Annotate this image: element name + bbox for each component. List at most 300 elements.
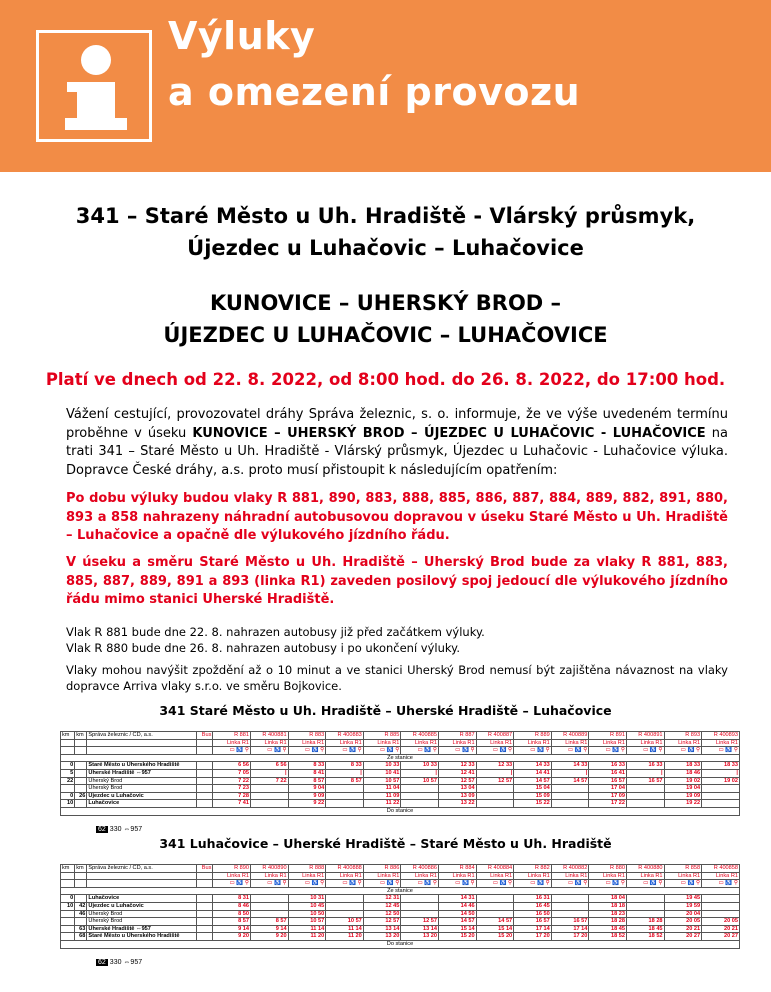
timetable1-title: 341 Staré Město u Uh. Hradiště – Uherské Hradiště – Luhačovice <box>159 703 612 718</box>
line-label: Linka R1 <box>664 872 702 880</box>
km-value <box>75 762 87 770</box>
departure-time: 19 02 <box>702 777 740 785</box>
departure-time: 15 20 <box>438 933 476 941</box>
departure-time: 14 57 <box>551 777 589 785</box>
km-value <box>75 769 87 777</box>
departure-time: 10 57 <box>326 918 364 926</box>
train-number: R 400890 <box>251 865 289 873</box>
departure-time: 16 41 <box>589 769 627 777</box>
timetable-2 <box>60 864 740 949</box>
train-number: R 400884 <box>476 865 514 873</box>
departure-time: 10 41 <box>363 769 401 777</box>
banner-title: Výluky <box>168 14 316 58</box>
departure-time: 18 33 <box>664 762 702 770</box>
departure-time: | <box>551 769 589 777</box>
km-header: km <box>61 865 75 873</box>
departure-time: 18 28 <box>589 918 627 926</box>
line-label: Linka R1 <box>213 872 251 880</box>
departure-time: 16 33 <box>589 762 627 770</box>
departure-time <box>626 895 664 903</box>
service-icons: ▭ ♿ ⚲ <box>476 747 514 755</box>
blank-cell <box>197 762 213 770</box>
line-label: Linka R1 <box>438 739 476 747</box>
icon-row <box>61 747 740 755</box>
departure-time: 15 22 <box>514 800 552 808</box>
line-label: Linka R1 <box>401 872 439 880</box>
station-name: Staré Město u Uherského Hradiště <box>87 762 197 770</box>
departure-time: 8 57 <box>326 777 364 785</box>
table-row <box>61 910 740 918</box>
blank-cell <box>197 792 213 800</box>
departure-time <box>401 902 439 910</box>
train-number: R 400885 <box>401 732 439 740</box>
train-number: R 882 <box>514 865 552 873</box>
departure-time: 18 45 <box>626 925 664 933</box>
km-header: km <box>75 865 87 873</box>
departure-time: 18 52 <box>626 933 664 941</box>
train-number: R 400880 <box>626 865 664 873</box>
km-value: 0 <box>61 895 75 903</box>
service-icons: ▭ ♿ ⚲ <box>589 747 627 755</box>
delay-note: Vlaky mohou navýšit zpoždění až o 10 minut a ve stanici Uherský Brod nemusí být zajištěna návaznost na vlaky dopravce Arriva vlaky s.r.o. ve směru Bojkovice. <box>66 663 728 693</box>
departure-time <box>551 785 589 793</box>
section-title-line1: KUNOVICE – UHERSKÝ BROD – <box>209 291 562 315</box>
km-value: 46 <box>75 910 87 918</box>
departure-time: 15 09 <box>514 792 552 800</box>
blank-cell <box>197 739 213 747</box>
departure-time: 17 09 <box>589 792 627 800</box>
route-title <box>0 200 771 264</box>
service-icons: ▭ ♿ ⚲ <box>438 747 476 755</box>
service-icons: ▭ ♿ ⚲ <box>476 880 514 888</box>
blank-cell <box>197 925 213 933</box>
departure-time: 8 33 <box>326 762 364 770</box>
departure-time: 15 04 <box>514 785 552 793</box>
table-row <box>61 769 740 777</box>
departure-time: | <box>626 769 664 777</box>
departure-time <box>702 792 740 800</box>
station-name: Uherský Brod <box>87 777 197 785</box>
km-value <box>61 785 75 793</box>
departure-time: 13 04 <box>438 785 476 793</box>
departure-time: | <box>326 769 364 777</box>
departure-time <box>326 785 364 793</box>
service-icons: ▭ ♿ ⚲ <box>551 880 589 888</box>
departure-time: 11 04 <box>363 785 401 793</box>
departure-time <box>551 800 589 808</box>
departure-time: 14 31 <box>438 895 476 903</box>
departure-time: 8 57 <box>288 777 326 785</box>
departure-time: 17 22 <box>589 800 627 808</box>
station-name: Uherské Hradiště ⇔957 <box>87 925 197 933</box>
timetable2-footnote: 62 330 ⇔957 <box>98 959 143 966</box>
departure-time: 14 57 <box>438 918 476 926</box>
km-value <box>61 933 75 941</box>
blank-cell <box>61 880 75 888</box>
departure-time: 17 04 <box>589 785 627 793</box>
departure-time: 19 22 <box>664 800 702 808</box>
departure-time: 18 33 <box>702 762 740 770</box>
departure-time: 19 09 <box>664 792 702 800</box>
departure-time: 16 57 <box>551 918 589 926</box>
blank-cell <box>197 872 213 880</box>
service-icons: ▭ ♿ ⚲ <box>401 880 439 888</box>
departure-time: 12 57 <box>363 918 401 926</box>
blank-cell <box>197 933 213 941</box>
from-station-label: Ze stanice <box>61 887 740 895</box>
blank-cell <box>87 880 197 888</box>
blank-cell <box>75 739 87 747</box>
departure-time: 12 33 <box>476 762 514 770</box>
route-title-line1: 341 – Staré Město u Uh. Hradiště - Vlárský průsmyk, <box>75 204 696 228</box>
train-number: R 883 <box>288 732 326 740</box>
departure-time: 17 20 <box>514 933 552 941</box>
departure-time <box>326 902 364 910</box>
line-label: Linka R1 <box>626 872 664 880</box>
departure-time: 9 20 <box>251 933 289 941</box>
departure-time: 11 20 <box>288 933 326 941</box>
departure-time <box>251 785 289 793</box>
departure-time: 11 22 <box>363 800 401 808</box>
departure-time: 14 33 <box>551 762 589 770</box>
km-value: 0 <box>61 762 75 770</box>
departure-time: 10 57 <box>363 777 401 785</box>
departure-time: 6 56 <box>251 762 289 770</box>
departure-time <box>702 910 740 918</box>
departure-time: 7 05 <box>213 769 251 777</box>
departure-time <box>251 800 289 808</box>
train-number: R 400882 <box>551 865 589 873</box>
departure-time: 18 04 <box>589 895 627 903</box>
departure-time: 12 33 <box>438 762 476 770</box>
departure-time: 8 57 <box>251 918 289 926</box>
departure-time: 15 20 <box>476 933 514 941</box>
service-icons: ▭ ♿ ⚲ <box>664 880 702 888</box>
blank-cell <box>197 902 213 910</box>
station-name: Újezdec u Luhačovic <box>87 902 197 910</box>
station-name: Uherské Hradiště ⇔957 <box>87 769 197 777</box>
service-icons: ▭ ♿ ⚲ <box>589 880 627 888</box>
departure-time: 19 04 <box>664 785 702 793</box>
line-label: Linka R1 <box>213 739 251 747</box>
service-icons: ▭ ♿ ⚲ <box>213 880 251 888</box>
blank-cell <box>197 895 213 903</box>
departure-time <box>326 910 364 918</box>
departure-time: 10 33 <box>401 762 439 770</box>
departure-time: 13 20 <box>363 933 401 941</box>
train-number: R 890 <box>213 865 251 873</box>
km-value <box>61 910 75 918</box>
km-value: 42 <box>75 902 87 910</box>
blank-cell <box>75 880 87 888</box>
table-row <box>61 792 740 800</box>
line-label: Linka R1 <box>363 739 401 747</box>
departure-time: 12 57 <box>476 777 514 785</box>
train-number: R 893 <box>664 732 702 740</box>
departure-time <box>476 895 514 903</box>
departure-time: 20 27 <box>664 933 702 941</box>
departure-time: 20 05 <box>664 918 702 926</box>
departure-time: 14 46 <box>438 902 476 910</box>
departure-time <box>476 910 514 918</box>
departure-time: 8 33 <box>288 762 326 770</box>
km-value: 22 <box>61 777 75 785</box>
table-row <box>61 902 740 910</box>
info-icon <box>36 30 152 142</box>
departure-time: | <box>702 769 740 777</box>
departure-time <box>626 792 664 800</box>
km-value: 0 <box>61 792 75 800</box>
line-label: Linka R1 <box>702 739 740 747</box>
blank-cell <box>61 747 75 755</box>
blank-cell <box>87 739 197 747</box>
line-label: Linka R1 <box>363 872 401 880</box>
departure-time: 18 52 <box>589 933 627 941</box>
departure-time: 7 28 <box>213 792 251 800</box>
to-station-label: Do stanice <box>61 940 740 948</box>
station-name: Uherský Brod <box>87 918 197 926</box>
departure-time <box>401 785 439 793</box>
km-value: 63 <box>75 925 87 933</box>
note-r881: Vlak R 881 bude dne 22. 8. nahrazen autobusy již před začátkem výluky. <box>66 625 485 639</box>
train-number: R 887 <box>438 732 476 740</box>
departure-time: 16 33 <box>626 762 664 770</box>
blank-cell <box>197 800 213 808</box>
departure-time: 13 14 <box>401 925 439 933</box>
departure-time: 13 20 <box>401 933 439 941</box>
departure-time: 14 57 <box>514 777 552 785</box>
blank-cell <box>75 872 87 880</box>
departure-time: 20 21 <box>664 925 702 933</box>
departure-time <box>251 895 289 903</box>
departure-time: 14 57 <box>476 918 514 926</box>
blank-cell <box>197 777 213 785</box>
departure-time <box>476 785 514 793</box>
blank-cell <box>75 747 87 755</box>
departure-time: 13 09 <box>438 792 476 800</box>
departure-time: 14 33 <box>514 762 552 770</box>
departure-time: | <box>401 769 439 777</box>
service-icons: ▭ ♿ ⚲ <box>326 880 364 888</box>
operator-header: Správa železnic / ČD, a.s. <box>87 732 197 740</box>
from-station-label: Ze stanice <box>61 754 740 762</box>
line-label: Linka R1 <box>664 739 702 747</box>
bus-header: Bus <box>197 865 213 873</box>
departure-time <box>702 800 740 808</box>
departure-time <box>401 895 439 903</box>
departure-time <box>551 910 589 918</box>
station-name: Uherský Brod <box>87 910 197 918</box>
departure-time <box>326 800 364 808</box>
blank-cell <box>61 872 75 880</box>
departure-time: 12 57 <box>401 918 439 926</box>
service-icons: ▭ ♿ ⚲ <box>514 880 552 888</box>
to-station-label: Do stanice <box>61 807 740 815</box>
table-row <box>61 762 740 770</box>
km-header: km <box>75 732 87 740</box>
table-row <box>61 933 740 941</box>
departure-time <box>401 910 439 918</box>
departure-time <box>476 792 514 800</box>
train-number: R 888 <box>288 865 326 873</box>
km-value <box>61 925 75 933</box>
blank-cell <box>87 872 197 880</box>
departure-time <box>626 910 664 918</box>
departure-time: 16 50 <box>514 910 552 918</box>
km-value: 68 <box>75 933 87 941</box>
line-row <box>61 739 740 747</box>
departure-time: 18 18 <box>589 902 627 910</box>
departure-time: 18 23 <box>589 910 627 918</box>
blank-cell <box>197 910 213 918</box>
line-row <box>61 872 740 880</box>
departure-time: | <box>251 769 289 777</box>
departure-time: 16 57 <box>514 918 552 926</box>
departure-time <box>326 895 364 903</box>
train-number: R 400893 <box>702 732 740 740</box>
intro-paragraph: Vážení cestující, provozovatel dráhy Správa železnic, s. o. informuje, že ve výše uvedeném termínu proběhne v úseku KUNOVICE – UHERSKÝ BROD – ÚJEZDEC U LUHAČOVIC - LUHAČOVICE na trati 341 – Staré Město u Uh. Hradiště - Vlárský průsmyk, Újezdec u Luhačovic - Luhačovice výluka. Dopravce České dráhy, a.s. proto musí přistoupit k následujícím opatřením: <box>66 407 729 478</box>
service-icons: ▭ ♿ ⚲ <box>251 747 289 755</box>
service-icons: ▭ ♿ ⚲ <box>363 747 401 755</box>
departure-time: 7 41 <box>213 800 251 808</box>
service-icons: ▭ ♿ ⚲ <box>551 747 589 755</box>
departure-time: 12 41 <box>438 769 476 777</box>
departure-time <box>476 902 514 910</box>
train-number: R 884 <box>438 865 476 873</box>
table-row <box>61 925 740 933</box>
timetable1-footnote: 62 330 ⇔957 <box>98 826 143 833</box>
line-label: Linka R1 <box>551 739 589 747</box>
departure-time: 9 14 <box>251 925 289 933</box>
departure-time <box>551 902 589 910</box>
departure-time: 10 50 <box>288 910 326 918</box>
km-value <box>61 918 75 926</box>
bus-header: Bus <box>197 732 213 740</box>
train-number: R 400883 <box>326 732 364 740</box>
departure-time: 9 20 <box>213 933 251 941</box>
banner-subtitle: a omezení provozu <box>168 70 581 114</box>
train-number: R 881 <box>213 732 251 740</box>
departure-time: 9 14 <box>213 925 251 933</box>
departure-time <box>626 800 664 808</box>
station-name: Újezdec u Luhačovic <box>87 792 197 800</box>
km-value: 5 <box>61 769 75 777</box>
departure-time: 10 57 <box>288 918 326 926</box>
blank-cell <box>197 785 213 793</box>
line-label: Linka R1 <box>476 739 514 747</box>
departure-time: 6 56 <box>213 762 251 770</box>
validity-period: Platí ve dnech od 22. 8. 2022, od 8:00 hod. do 26. 8. 2022, do 17:00 hod. <box>45 370 726 389</box>
km-value: 10 <box>61 902 75 910</box>
departure-time: 14 50 <box>438 910 476 918</box>
departure-time <box>251 902 289 910</box>
timetable2-title: 341 Luhačovice – Uherské Hradiště – Staré Město u Uh. Hradiště <box>159 836 612 851</box>
km-value: 10 <box>61 800 75 808</box>
train-number: R 400858 <box>702 865 740 873</box>
departure-time: 16 31 <box>514 895 552 903</box>
departure-time: 12 31 <box>363 895 401 903</box>
station-name: Luhačovice <box>87 800 197 808</box>
service-icons: ▭ ♿ ⚲ <box>288 880 326 888</box>
departure-time <box>702 895 740 903</box>
departure-time: 10 57 <box>401 777 439 785</box>
train-number: R 891 <box>589 732 627 740</box>
station-name: Uherský Brod <box>87 785 197 793</box>
icon-row <box>61 880 740 888</box>
departure-time <box>626 785 664 793</box>
route-title-line2: Újezdec u Luhačovic – Luhačovice <box>187 236 584 260</box>
departure-time: 8 41 <box>288 769 326 777</box>
service-icons: ▭ ♿ ⚲ <box>626 747 664 755</box>
train-number: R 886 <box>363 865 401 873</box>
departure-time: 8 57 <box>213 918 251 926</box>
departure-time: 11 09 <box>363 792 401 800</box>
table-row <box>61 785 740 793</box>
station-name: Staré Město u Uherského Hradiště <box>87 933 197 941</box>
departure-time: 19 45 <box>664 895 702 903</box>
line-label: Linka R1 <box>251 739 289 747</box>
departure-time: 15 14 <box>438 925 476 933</box>
train-number: R 400891 <box>626 732 664 740</box>
departure-time <box>551 792 589 800</box>
timetable-1 <box>60 731 740 816</box>
departure-time: 10 33 <box>363 762 401 770</box>
departure-time: 7 22 <box>251 777 289 785</box>
header-banner <box>0 0 771 172</box>
blank-cell <box>197 769 213 777</box>
line-label: Linka R1 <box>589 739 627 747</box>
note-list <box>66 624 728 656</box>
service-icons: ▭ ♿ ⚲ <box>664 747 702 755</box>
departure-time: 13 22 <box>438 800 476 808</box>
departure-time: 17 14 <box>551 925 589 933</box>
service-icons: ▭ ♿ ⚲ <box>401 747 439 755</box>
departure-time: 8 31 <box>213 895 251 903</box>
train-number: R 400887 <box>476 732 514 740</box>
departure-time <box>251 792 289 800</box>
departure-time: 9 04 <box>288 785 326 793</box>
departure-time: 18 46 <box>664 769 702 777</box>
departure-time: 13 14 <box>363 925 401 933</box>
departure-time: | <box>476 769 514 777</box>
table-row <box>61 918 740 926</box>
km-value <box>75 918 87 926</box>
departure-time <box>401 800 439 808</box>
blank-cell <box>87 747 197 755</box>
service-icons: ▭ ♿ ⚲ <box>326 747 364 755</box>
blank-cell <box>197 880 213 888</box>
departure-time: 17 20 <box>551 933 589 941</box>
departure-time: 16 57 <box>626 777 664 785</box>
header-row <box>61 732 740 740</box>
line-label: Linka R1 <box>514 872 552 880</box>
departure-time: 10 45 <box>288 902 326 910</box>
line-label: Linka R1 <box>551 872 589 880</box>
departure-time <box>702 785 740 793</box>
line-label: Linka R1 <box>326 739 364 747</box>
section-title-line2: ÚJEZDEC U LUHAČOVIC – LUHAČOVICE <box>163 323 608 347</box>
departure-time: 7 22 <box>213 777 251 785</box>
train-number: R 400886 <box>401 865 439 873</box>
service-icons: ▭ ♿ ⚲ <box>251 880 289 888</box>
operator-header: Správa železnic / ČD, a.s. <box>87 865 197 873</box>
departure-time: 11 20 <box>326 933 364 941</box>
departure-time: 20 05 <box>702 918 740 926</box>
departure-time: 9 09 <box>288 792 326 800</box>
blank-cell <box>197 918 213 926</box>
line-label: Linka R1 <box>288 739 326 747</box>
departure-time: 20 21 <box>702 925 740 933</box>
